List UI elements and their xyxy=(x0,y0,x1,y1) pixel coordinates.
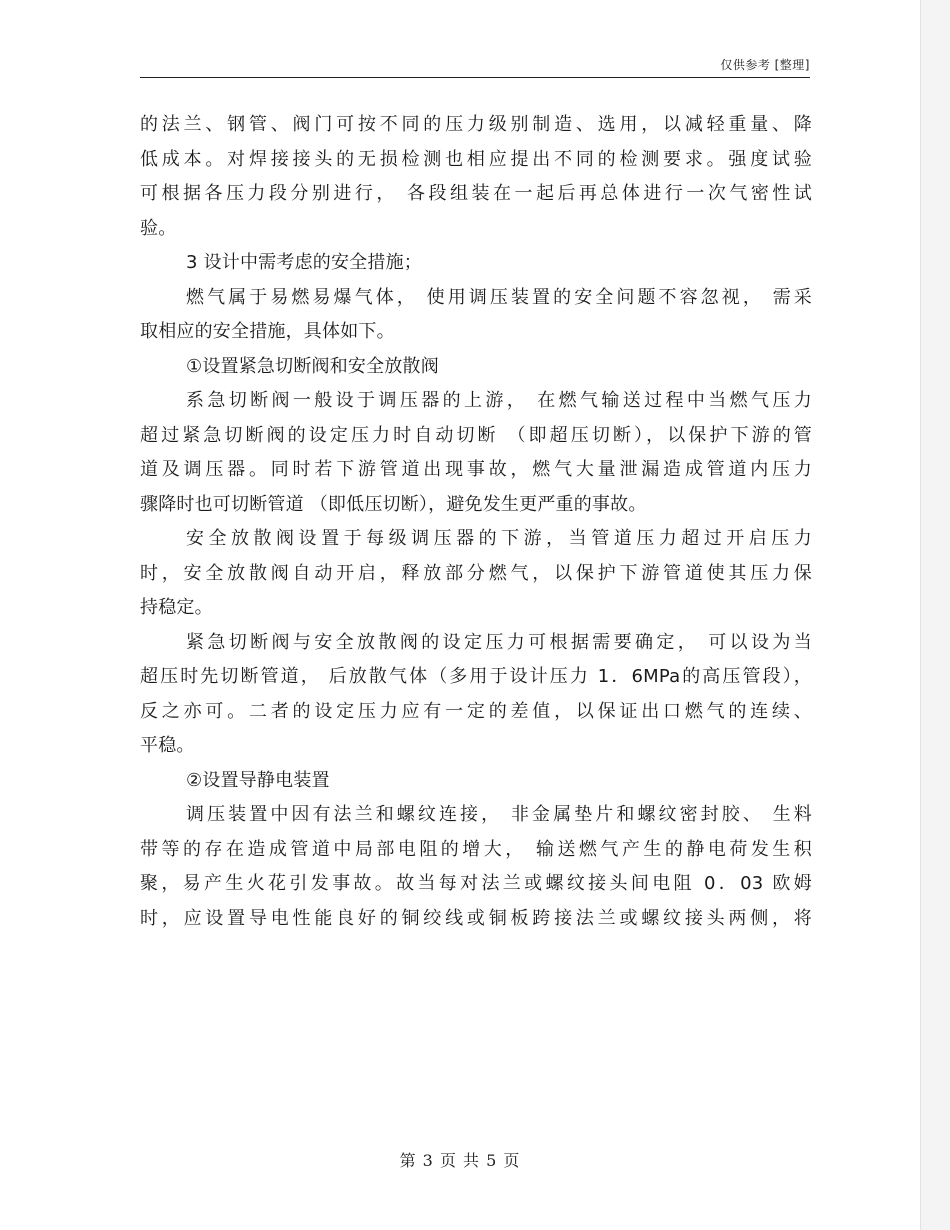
text-line: 超过紧急切断阀的设定压力时自动切断 （即超压切断），以保护下游的管 xyxy=(140,424,812,446)
header-rule xyxy=(140,77,810,78)
text-line: 系急切断阀一般设于调压器的上游， 在燃气输送过程中当燃气压力 xyxy=(186,390,812,411)
text-line: 道及调压器。同时若下游管道出现事故，燃气大量泄漏造成管道内压力 xyxy=(140,459,812,480)
section-heading: 3 设计中需考虑的安全措施； xyxy=(186,252,422,273)
text-line: 时，应设置导电性能良好的铜绞线或铜板跨接法兰或螺纹接头两侧，将 xyxy=(140,907,812,929)
page-header: 仅供参考 [整理] xyxy=(720,58,810,72)
text-line: 带等的存在造成管道中局部电阻的增大， 输送燃气产生的静电荷发生积 xyxy=(140,838,812,860)
text-line: 骤降时也可切断管道 （即低压切断），避免发生更严重的事故。 xyxy=(140,493,647,515)
text-line: 验。 xyxy=(140,217,177,239)
text-line: 超压时先切断管道， 后放散气体（多用于设计压力 1．6MPa的高压管段）， xyxy=(140,666,812,687)
text-line: 持稳定。 xyxy=(140,597,213,618)
text-line: 可根据各压力段分别进行， 各段组装在一起后再总体进行一次气密性试 xyxy=(140,183,812,204)
subsection-heading: ②设置导静电装置 xyxy=(186,769,330,791)
text-line: 反之亦可。二者的设定压力应有一定的差值，以保证出口燃气的连续、 xyxy=(140,700,812,722)
body-text xyxy=(140,108,812,936)
text-line: 聚，易产生火花引发事故。故当每对法兰或螺纹接头间电阻 0．03 欧姆 xyxy=(140,873,812,894)
text-line: 调压装置中因有法兰和螺纹连接， 非金属垫片和螺纹密封胶、 生料 xyxy=(186,804,812,825)
text-line: 低成本。对焊接接头的无损检测也相应提出不同的检测要求。强度试验 xyxy=(140,148,812,170)
text-line: 平稳。 xyxy=(140,735,195,756)
text-line: 取相应的安全措施，具体如下。 xyxy=(140,321,395,342)
text-line: 安全放散阀设置于每级调压器的下游，当管道压力超过开启压力 xyxy=(186,528,812,549)
text-line: 的法兰、钢管、阀门可按不同的压力级别制造、选用，以减轻重量、降 xyxy=(140,114,812,135)
text-line: 时，安全放散阀自动开启，释放部分燃气，以保护下游管道使其压力保 xyxy=(140,562,812,584)
text-line: 燃气属于易燃易爆气体， 使用调压装置的安全问题不容忽视， 需采 xyxy=(186,286,812,308)
page-footer: 第 3 页 共 5 页 xyxy=(399,1151,521,1170)
text-line: 紧急切断阀与安全放散阀的设定压力可根据需要确定， 可以设为当 xyxy=(186,631,812,653)
subsection-heading: ①设置紧急切断阀和安全放散阀 xyxy=(186,355,439,377)
